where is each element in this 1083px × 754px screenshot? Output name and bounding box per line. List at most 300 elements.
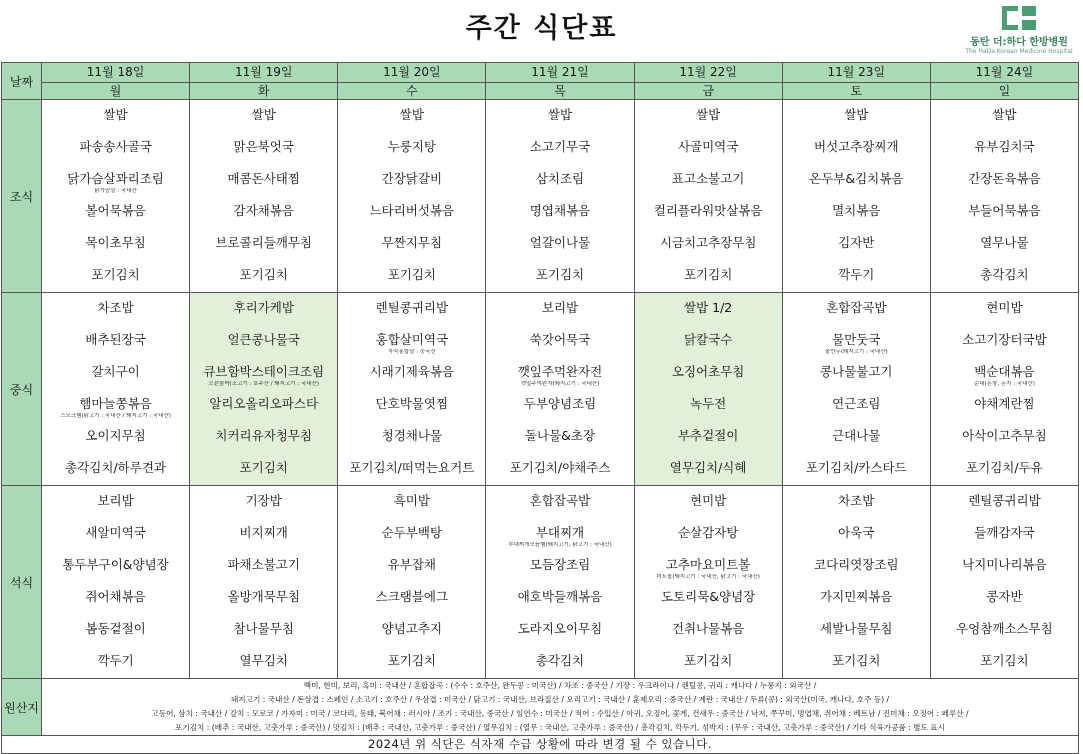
dish-origin-note: 미트볼(돼지고기 : 국내산, 닭고기 : 국내산) — [656, 574, 760, 580]
dish-item — [783, 357, 930, 389]
dish-item — [635, 582, 782, 614]
dish-name: 코다리엿장조림 — [814, 557, 899, 572]
dish-name: 매콤돈사태찜 — [227, 171, 300, 186]
dish-item — [635, 293, 782, 325]
dish-item — [635, 518, 782, 550]
dish-item — [931, 421, 1078, 453]
dish-item — [338, 164, 485, 196]
dish-item — [635, 389, 782, 421]
dish-item — [338, 132, 485, 164]
weekday-cell: 월 — [42, 83, 190, 100]
dish-name: 건취나물볶음 — [671, 621, 745, 636]
meal-cell — [486, 486, 634, 679]
dish-name: 포기김치 — [387, 267, 436, 282]
dish-item — [931, 164, 1078, 196]
dish-name: 현미밥 — [690, 493, 727, 508]
dish-item — [42, 550, 189, 582]
dish-name: 무짠지무침 — [381, 235, 443, 250]
dish-item — [42, 293, 189, 325]
dish-item — [931, 518, 1078, 550]
dish-item — [931, 550, 1078, 582]
meal-cell — [634, 293, 782, 486]
dish-item — [931, 228, 1078, 260]
date-cell: 11월 20일 — [338, 63, 486, 83]
date-cell: 11월 23일 — [782, 63, 930, 83]
dish-name: 연근조림 — [832, 396, 881, 411]
dish-name: 삼치조림 — [535, 171, 585, 186]
dish-name: 차조밥 — [97, 300, 134, 315]
dish-item — [635, 100, 782, 132]
dish-name: 보리밥 — [97, 493, 134, 508]
dish-item — [486, 357, 633, 389]
dish-name: 쌀밥 1/2 — [684, 300, 733, 315]
dish-item — [338, 614, 485, 646]
dish-name: 버섯고추장찌개 — [814, 139, 899, 154]
dish-item — [190, 486, 337, 518]
dish-name: 포기김치/야채주스 — [509, 460, 611, 475]
dish-item — [486, 389, 633, 421]
dish-item — [190, 260, 337, 292]
dish-name: 물만둣국 — [832, 332, 881, 347]
dish-item — [635, 357, 782, 389]
dish-item — [635, 325, 782, 357]
date-cell: 11월 18일 — [42, 63, 190, 83]
dish-item — [190, 614, 337, 646]
dish-item — [486, 325, 633, 357]
dish-origin-note: 스모크햄(닭고기 : 국내산 / 돼지고기 : 국내산) — [60, 413, 171, 419]
dish-name: 포기김치/떠먹는요거트 — [349, 460, 475, 475]
meal-cell — [190, 293, 338, 486]
date-row — [2, 63, 1079, 83]
dish-item — [931, 453, 1078, 485]
dish-name: 닭가슴살꽈리조림 — [67, 171, 164, 186]
dish-item — [783, 132, 930, 164]
dish-item — [931, 582, 1078, 614]
dish-name: 비지찌개 — [239, 525, 288, 540]
dish-name: 순살감자탕 — [677, 525, 739, 540]
dish-item — [190, 453, 337, 485]
dish-item — [783, 582, 930, 614]
dish-name: 쌀밥 — [399, 107, 424, 122]
dish-item — [338, 518, 485, 550]
dish-name: 포기김치/카스타드 — [805, 460, 907, 475]
dish-name: 오이지무침 — [85, 428, 146, 443]
dish-item — [783, 196, 930, 228]
dish-item — [190, 132, 337, 164]
dish-item — [42, 132, 189, 164]
dish-item — [486, 100, 633, 132]
dish-item — [42, 486, 189, 518]
dish-name: 청경채나물 — [381, 428, 443, 443]
dish-name: 차조밥 — [838, 493, 875, 508]
dish-name: 우엉참깨소스무침 — [956, 621, 1053, 636]
dish-name: 맑은북엇국 — [233, 139, 294, 154]
dish-item — [635, 614, 782, 646]
dish-item — [783, 518, 930, 550]
dish-item — [338, 357, 485, 389]
dish-item — [338, 453, 485, 485]
weekday-cell: 토 — [782, 83, 930, 100]
dish-item — [338, 421, 485, 453]
dish-origin-note: 오븐함박(소고기 : 호주산 / 돼지고기 : 국내산) — [208, 381, 320, 387]
dish-name: 포기김치 — [535, 267, 585, 282]
dish-name: 볼어묵볶음 — [85, 203, 146, 218]
dish-name: 기장밥 — [245, 493, 282, 508]
origin-row — [2, 679, 1079, 736]
dish-name: 들깨감자국 — [974, 525, 1035, 540]
dish-name: 참나물무침 — [233, 621, 294, 636]
dish-name: 올방개묵무침 — [227, 589, 300, 604]
dish-name: 가지민찌볶음 — [820, 589, 893, 604]
dish-item — [42, 196, 189, 228]
hospital-logo — [960, 6, 1078, 58]
dish-name: 닭칼국수 — [683, 332, 733, 347]
date-cell: 11월 24일 — [930, 63, 1078, 83]
dish-item — [486, 518, 633, 550]
dish-name: 홍합살미역국 — [375, 332, 449, 347]
dish-name: 명엽채볶음 — [529, 203, 591, 218]
dish-item — [42, 325, 189, 357]
dish-item — [42, 421, 189, 453]
dish-name: 누룽지탕 — [387, 139, 436, 154]
dish-name: 고추마요미트볼 — [665, 557, 751, 572]
origin-label: 원산지 — [2, 679, 42, 736]
dish-item — [635, 550, 782, 582]
dish-item — [486, 550, 633, 582]
dish-name: 쌀밥 — [844, 107, 869, 122]
dish-origin-note: 순대(돈창, 돈지 : 국내산) — [973, 381, 1035, 387]
origin-content — [42, 679, 1079, 736]
dish-name: 파송송사골국 — [79, 139, 152, 154]
dish-item — [190, 582, 337, 614]
dish-item — [783, 100, 930, 132]
dish-name: 소고기장터국밥 — [962, 332, 1047, 347]
dish-item — [486, 486, 633, 518]
dish-name: 쌀밥 — [992, 107, 1017, 122]
dish-item — [190, 646, 337, 678]
meal-cell — [930, 293, 1078, 486]
dish-name: 감자채볶음 — [233, 203, 294, 218]
dish-item — [931, 132, 1078, 164]
dish-item — [931, 100, 1078, 132]
dish-name: 쌀밥 — [696, 107, 721, 122]
dish-item — [486, 132, 633, 164]
dish-name: 총각김치/하루견과 — [65, 460, 166, 475]
dish-name: 통두부구이&양념장 — [62, 557, 169, 572]
dish-item — [635, 228, 782, 260]
dish-name: 아욱국 — [838, 525, 875, 540]
dish-item — [931, 646, 1078, 678]
weekday-row — [2, 83, 1079, 100]
dish-name: 깍두기 — [838, 267, 875, 282]
dish-name: 알리오올리오파스타 — [209, 396, 319, 411]
dish-item — [635, 421, 782, 453]
dish-name: 부대찌개 — [535, 525, 585, 540]
origin-line: 고등어, 삼치 : 국내산 / 갈치 : 모로코 / 가자미 : 미국 / 코다리, 동태, 북어채 : 러시아 / 조기 : 국내산, 중국산 / 임연수 : 미국산 / 적어 : 수입산 / 아귀, 오징어, 꽃게, 건새우 : 중국산 / 낙지, 쭈꾸미, 명엽채, 쥐어채 : 베트남 / 진미채 : 오징어 : 페루산 / — [151, 709, 969, 718]
dish-item — [190, 100, 337, 132]
dish-name: 유부잡채 — [387, 557, 436, 572]
dish-name: 포기김치 — [239, 267, 288, 282]
dish-item — [42, 518, 189, 550]
weekday-cell: 화 — [190, 83, 338, 100]
dish-item — [42, 614, 189, 646]
meal-cell — [486, 293, 634, 486]
dish-name: 혼합잡곡밥 — [529, 493, 591, 508]
dish-item — [338, 228, 485, 260]
meal-cell — [338, 293, 486, 486]
dish-name: 세발나물무침 — [820, 621, 893, 636]
dish-item — [635, 132, 782, 164]
dish-item — [635, 196, 782, 228]
dish-item — [338, 389, 485, 421]
dish-item — [42, 582, 189, 614]
dish-name: 오징어초무침 — [671, 364, 745, 379]
dish-name: 두부양념조림 — [523, 396, 597, 411]
date-cell: 11월 19일 — [190, 63, 338, 83]
dish-item — [486, 582, 633, 614]
dish-name: 쑥갓어묵국 — [529, 332, 591, 347]
dish-item — [190, 293, 337, 325]
dish-item — [635, 486, 782, 518]
dish-name: 양념고추지 — [381, 621, 443, 636]
dish-item — [486, 228, 633, 260]
dish-name: 현미밥 — [986, 300, 1023, 315]
dish-item — [635, 646, 782, 678]
dish-name: 포기김치 — [832, 653, 881, 668]
dish-name: 녹두전 — [690, 396, 727, 411]
dish-name: 김자반 — [838, 235, 875, 250]
dish-name: 도토리묵&양념장 — [660, 589, 756, 604]
dish-item — [190, 389, 337, 421]
dish-name: 근대나물 — [832, 428, 881, 443]
dish-item — [931, 260, 1078, 292]
dish-name: 순두부백탕 — [381, 525, 443, 540]
logo-name: 동탄 더:하다 한방병원 — [970, 37, 1068, 48]
dish-name: 애호박들깨볶음 — [517, 589, 603, 604]
notice-text: 2024년 위 식단은 식자재 수급 상황에 따라 변경 될 수 있습니다. — [2, 736, 1079, 754]
dish-name: 큐브함박스테이크조림 — [203, 364, 325, 379]
meal-label: 조식 — [2, 100, 42, 293]
meal-cell — [930, 486, 1078, 679]
dish-name: 아삭이고추무침 — [962, 428, 1047, 443]
dish-name: 컬리플라워맛살볶음 — [653, 203, 763, 218]
dish-name: 시래기제육볶음 — [369, 364, 455, 379]
dish-item — [338, 260, 485, 292]
dish-name: 포기김치 — [980, 653, 1029, 668]
dish-name: 흑미밥 — [393, 493, 430, 508]
dish-item — [190, 357, 337, 389]
dish-name: 표고소불고기 — [671, 171, 745, 186]
dish-name: 깻잎주먹완자전 — [517, 364, 603, 379]
dish-name: 느타리버섯볶음 — [369, 203, 455, 218]
meal-row — [2, 100, 1079, 293]
dish-item — [783, 614, 930, 646]
dish-item — [42, 228, 189, 260]
dish-item — [931, 389, 1078, 421]
dish-item — [42, 100, 189, 132]
dish-name: 부추겉절이 — [677, 428, 739, 443]
dish-item — [783, 646, 930, 678]
dish-origin-note: 부대찌개모듬햄(돼지고기, 닭고기 : 국내산) — [508, 542, 612, 548]
dish-item — [486, 614, 633, 646]
meal-cell — [190, 100, 338, 293]
dish-name: 렌틸콩귀리밥 — [375, 300, 449, 315]
meal-row — [2, 486, 1079, 679]
meal-cell — [338, 100, 486, 293]
dish-name: 깍두기 — [97, 653, 134, 668]
dish-name: 간장돈육볶음 — [968, 171, 1041, 186]
dish-name: 봄동겉절이 — [85, 621, 146, 636]
meal-row — [2, 293, 1079, 486]
dish-item — [190, 421, 337, 453]
dish-item — [783, 421, 930, 453]
dish-item — [190, 325, 337, 357]
dish-name: 유부김치국 — [974, 139, 1035, 154]
dish-name: 포기김치 — [239, 460, 288, 475]
dish-name: 파채소불고기 — [227, 557, 300, 572]
dish-item — [635, 164, 782, 196]
dish-origin-note: 물만두(돼지고기 : 국내산) — [824, 349, 888, 355]
dish-item — [635, 260, 782, 292]
origin-line: 돼지고기 : 국내산 / 돈삼겹 : 스페인 / 소고기 : 호주산 / 우삼겹 : 미국산 / 닭고기 : 국내산, 브라질산 / 오리고기 : 국내산 / 훈제오리 : 중국산 / 계란 : 국내산 / 두류(콩) : 외국산(미국, 캐나다, 호주 등) / — [230, 695, 890, 704]
weekday-cell: 일 — [930, 83, 1078, 100]
dish-item — [783, 389, 930, 421]
dish-name: 콩자반 — [986, 589, 1023, 604]
dish-item — [486, 453, 633, 485]
dish-name: 열무김치 — [239, 653, 288, 668]
dish-name: 모듬장조림 — [529, 557, 591, 572]
dish-item — [190, 518, 337, 550]
dish-name: 갈치구이 — [91, 364, 140, 379]
meal-cell — [634, 486, 782, 679]
meal-cell — [782, 293, 930, 486]
dish-name: 온두부&김치볶음 — [809, 171, 904, 186]
dish-name: 쌀밥 — [103, 107, 128, 122]
dish-item — [931, 614, 1078, 646]
dish-name: 사골미역국 — [677, 139, 739, 154]
dish-name: 단호박물엿찜 — [375, 396, 449, 411]
dish-name: 열무나물 — [980, 235, 1029, 250]
date-label: 날짜 — [2, 63, 42, 100]
dish-origin-note: 닭가슴살 : 국내산 — [94, 188, 137, 194]
meal-cell — [486, 100, 634, 293]
dish-item — [338, 293, 485, 325]
dish-item — [783, 164, 930, 196]
dish-item — [42, 646, 189, 678]
meal-cell — [338, 486, 486, 679]
dish-name: 소고기무국 — [529, 139, 591, 154]
dish-name: 시금치고추장무침 — [659, 235, 757, 250]
meal-cell — [782, 486, 930, 679]
dish-name: 얼큰콩나물국 — [227, 332, 300, 347]
dish-item — [42, 260, 189, 292]
dish-item — [486, 293, 633, 325]
dish-item — [783, 260, 930, 292]
dish-item — [783, 486, 930, 518]
dish-name: 도라지오이무침 — [517, 621, 603, 636]
dish-item — [783, 453, 930, 485]
dish-name: 스크램블에그 — [375, 589, 449, 604]
origin-line: 백미, 현미, 보리, 흑미 : 국내산 / 혼합잡곡 : (수수 : 호주산, 완두콩 : 미국산) / 차조 : 중국산 / 기장 : 우크라이나 / 렌틸콩, 귀리 : 캐나다 / 누룽지 : 외국산 / — [303, 681, 817, 690]
dish-name: 혼합잡곡밥 — [826, 300, 887, 315]
dish-item — [42, 164, 189, 196]
dish-item — [190, 196, 337, 228]
logo-subtitle: The HaDa Korean Medicine Hospital — [965, 48, 1073, 55]
meal-cell — [42, 486, 190, 679]
dish-item — [338, 486, 485, 518]
dish-origin-note: 자숙홍합살 : 중국산 — [387, 349, 436, 355]
dish-item — [486, 260, 633, 292]
dish-item — [190, 164, 337, 196]
dish-name: 총각김치 — [980, 267, 1029, 282]
dish-item — [338, 646, 485, 678]
logo-mark-icon — [1002, 6, 1036, 30]
dish-name: 배추된장국 — [85, 332, 146, 347]
menu-table — [1, 62, 1079, 754]
dish-name: 목이초무침 — [85, 235, 146, 250]
meal-cell — [782, 100, 930, 293]
origin-line: 포기김치 : (배추 : 국내산, 고춧가루 : 중국산) / 맛김치 : (배추 : 국내산, 고춧가루 : 중국산) / 열무김치 : (열무 : 국내산, 고춧가루 : 중국산) / 총각김치, 깍두기, 섞박지 : (무우 : 국내산, 고춧가루 : 중국산) / 기타 식육가공품 : 별도 표시 — [175, 723, 945, 732]
dish-name: 야채계란찜 — [974, 396, 1035, 411]
dish-item — [931, 325, 1078, 357]
meal-cell — [42, 293, 190, 486]
dish-name: 후리가케밥 — [233, 300, 294, 315]
dish-item — [338, 582, 485, 614]
dish-name: 총각김치 — [535, 653, 585, 668]
dish-item — [486, 646, 633, 678]
dish-item — [486, 164, 633, 196]
dish-name: 얼갈이나물 — [529, 235, 591, 250]
dish-name: 포기김치 — [683, 653, 733, 668]
dish-item — [486, 421, 633, 453]
dish-name: 콩나물불고기 — [820, 364, 893, 379]
meal-cell — [930, 100, 1078, 293]
dish-name: 쥐어채볶음 — [85, 589, 146, 604]
date-cell: 11월 21일 — [486, 63, 634, 83]
dish-item — [783, 293, 930, 325]
dish-name: 브로콜리들깨무침 — [215, 235, 313, 250]
dish-name: 쌀밥 — [251, 107, 276, 122]
weekday-cell: 수 — [338, 83, 486, 100]
dish-name: 햄마늘쫑볶음 — [79, 396, 152, 411]
dish-name: 간장닭갈비 — [381, 171, 443, 186]
dish-name: 쌀밥 — [547, 107, 573, 122]
dish-item — [931, 486, 1078, 518]
dish-item — [931, 357, 1078, 389]
dish-name: 돌나물&초장 — [524, 428, 596, 443]
meal-label: 중식 — [2, 293, 42, 486]
weekday-cell: 금 — [634, 83, 782, 100]
dish-name: 낙지미나리볶음 — [962, 557, 1047, 572]
dish-name: 치커리유자청무침 — [215, 428, 313, 443]
dish-name: 멸치볶음 — [832, 203, 881, 218]
dish-name: 포기김치/두유 — [966, 460, 1043, 475]
dish-item — [338, 196, 485, 228]
dish-name: 열무김치/식혜 — [669, 460, 747, 475]
dish-name: 포기김치 — [683, 267, 733, 282]
meal-cell — [190, 486, 338, 679]
dish-item — [931, 293, 1078, 325]
dish-name: 렌틸콩귀리밥 — [968, 493, 1041, 508]
page-title: 주간 식단표 — [465, 13, 618, 44]
meal-cell — [42, 100, 190, 293]
dish-item — [783, 550, 930, 582]
dish-item — [42, 453, 189, 485]
dish-item — [783, 228, 930, 260]
dish-item — [42, 389, 189, 421]
meal-cell — [634, 100, 782, 293]
dish-item — [338, 550, 485, 582]
